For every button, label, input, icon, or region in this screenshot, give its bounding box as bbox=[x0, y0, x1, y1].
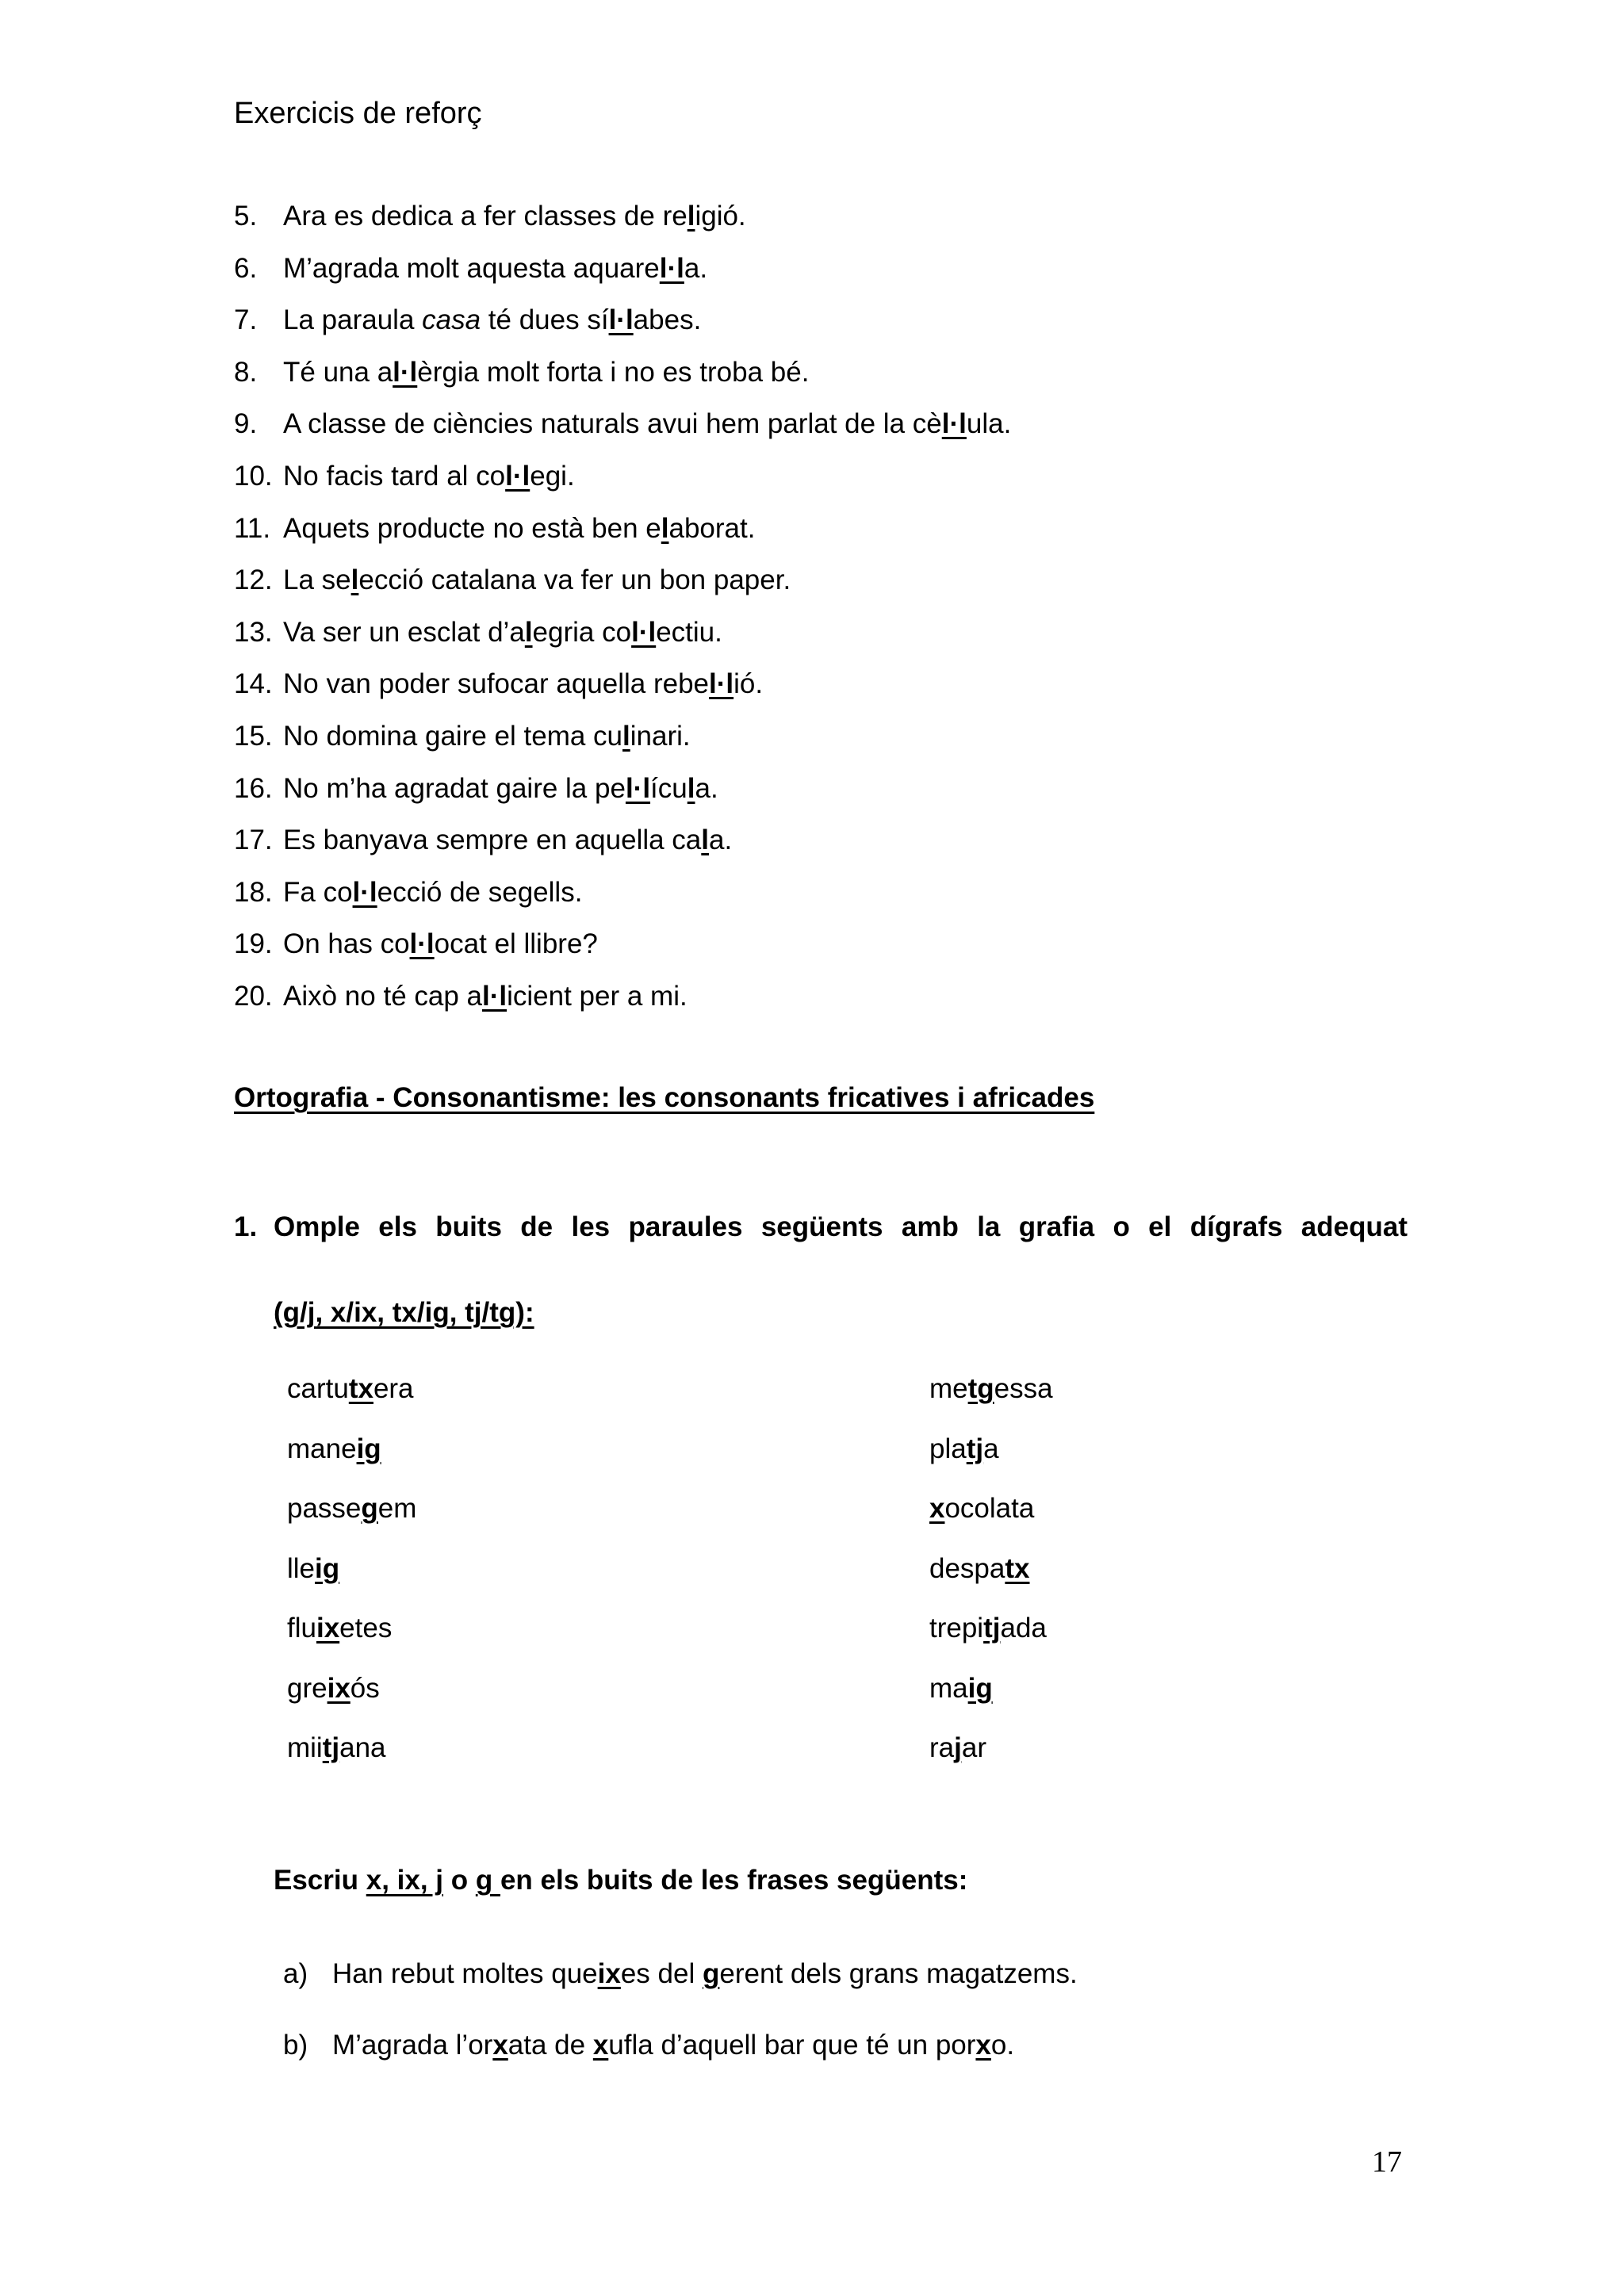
text-segment: trepi bbox=[929, 1613, 984, 1644]
exercise-1-instruction: Omple els buits de les paraules següents amb la grafia o el dígrafs adequat bbox=[274, 1211, 1408, 1242]
text-segment: cartu bbox=[287, 1373, 349, 1404]
answer-fill: x, ix, j bbox=[366, 1865, 444, 1896]
answer-fill: x bbox=[492, 2030, 508, 2061]
sentence-item bbox=[234, 918, 1423, 970]
text-segment: o bbox=[443, 1865, 476, 1896]
text-segment: a bbox=[983, 1433, 999, 1464]
sentence-item bbox=[234, 607, 1423, 659]
text-segment: igió. bbox=[695, 201, 746, 232]
text-segment: gre bbox=[287, 1672, 327, 1704]
word-item bbox=[287, 1419, 416, 1479]
text-segment: ícu bbox=[650, 772, 688, 804]
text-segment: La paraula bbox=[283, 304, 423, 336]
exercise-1-options: (g/j, x/ix, tx/ig, tj/tg): bbox=[274, 1297, 534, 1328]
word-item bbox=[287, 1359, 416, 1419]
sentence-number: 20. bbox=[234, 980, 273, 1012]
sentence-item bbox=[234, 658, 1423, 710]
page-number: 17 bbox=[1372, 2145, 1402, 2179]
exercise-2-prompt bbox=[274, 1865, 967, 1896]
text-segment: lle bbox=[287, 1552, 316, 1584]
sentence-item bbox=[234, 294, 1423, 346]
text-segment: despa bbox=[929, 1552, 1005, 1584]
answer-fill: l·l bbox=[352, 876, 377, 908]
answer-fill: l·l bbox=[608, 304, 634, 336]
sentence-item bbox=[234, 970, 1423, 1023]
sentence-item bbox=[234, 346, 1423, 399]
sentence-item bbox=[234, 554, 1423, 607]
text-segment: passe bbox=[287, 1493, 362, 1524]
answer-fill: ix bbox=[327, 1672, 350, 1704]
text-segment: ma bbox=[929, 1672, 968, 1704]
exercise-1 bbox=[234, 1205, 1408, 1335]
text-segment: ecció catalana va fer un bon paper. bbox=[358, 564, 791, 596]
text-segment: M’agrada l’or bbox=[332, 2030, 493, 2061]
text-segment: M’agrada molt aquesta aquare bbox=[283, 252, 660, 284]
sentence-number: 16. bbox=[234, 772, 273, 804]
answer-fill: l bbox=[524, 616, 533, 648]
word-item bbox=[929, 1659, 1053, 1719]
text-segment: ar bbox=[961, 1732, 986, 1763]
answer-fill: l bbox=[687, 772, 695, 804]
text-segment: mane bbox=[287, 1433, 357, 1464]
word-item bbox=[929, 1539, 1053, 1599]
answer-fill: ig bbox=[356, 1433, 381, 1464]
item-letter: b) bbox=[283, 2030, 308, 2061]
section-title: Ortografia - Consonantisme: les consonants fricatives i africades bbox=[234, 1082, 1095, 1113]
text-segment: pla bbox=[929, 1433, 967, 1464]
answer-fill: x bbox=[975, 2030, 991, 2061]
exercise-1-line-1 bbox=[234, 1205, 1408, 1249]
sentence-item bbox=[234, 867, 1423, 919]
exercise-item bbox=[283, 1952, 1078, 2023]
text-segment: en els buits de les frases següents: bbox=[500, 1865, 968, 1896]
sentence-number: 12. bbox=[234, 564, 273, 596]
word-item bbox=[929, 1359, 1053, 1419]
text-segment: aborat. bbox=[668, 512, 756, 544]
text-segment: ecció de segells. bbox=[377, 876, 583, 908]
answer-fill: l·l bbox=[941, 408, 967, 440]
sentence-list bbox=[234, 190, 1423, 1023]
text-segment: Ara es dedica a fer classes de re bbox=[283, 201, 688, 232]
text-segment: ós bbox=[350, 1672, 380, 1704]
answer-fill: ig bbox=[315, 1552, 340, 1584]
sentence-number: 6. bbox=[234, 252, 258, 284]
word-item bbox=[929, 1598, 1053, 1659]
sentence-item bbox=[234, 190, 1423, 243]
text-segment: em bbox=[377, 1493, 417, 1524]
sentence-number: 14. bbox=[234, 668, 273, 700]
text-segment: No domina gaire el tema cu bbox=[283, 720, 622, 752]
answer-fill: l·l bbox=[409, 928, 435, 960]
text-segment: ufla d’aquell bar que té un por bbox=[608, 2030, 976, 2061]
word-column-right bbox=[929, 1359, 1053, 1778]
text-segment: ana bbox=[339, 1732, 386, 1763]
answer-fill: tj bbox=[983, 1613, 1001, 1644]
sentence-item bbox=[234, 503, 1423, 555]
italic-text: casa bbox=[422, 304, 481, 336]
answer-fill: l·l bbox=[709, 668, 734, 700]
word-item bbox=[287, 1718, 416, 1778]
item-letter: a) bbox=[283, 1958, 308, 1989]
text-segment: Aquets producte no està ben e bbox=[283, 512, 661, 544]
answer-fill: l·l bbox=[631, 616, 657, 648]
word-item bbox=[287, 1479, 416, 1539]
text-segment: ocolata bbox=[944, 1493, 1035, 1524]
word-item bbox=[287, 1659, 416, 1719]
text-segment: abes. bbox=[633, 304, 702, 336]
answer-fill: l bbox=[622, 720, 630, 752]
sentence-item bbox=[234, 450, 1423, 503]
answer-fill: l·l bbox=[625, 772, 651, 804]
answer-fill: l·l bbox=[482, 980, 508, 1012]
text-segment: ectiu. bbox=[656, 616, 722, 648]
text-segment: Es banyava sempre en aquella ca bbox=[283, 825, 702, 856]
text-segment: A classe de ciències naturals avui hem parlat de la cè bbox=[283, 408, 942, 440]
word-item bbox=[929, 1419, 1053, 1479]
sentence-item bbox=[234, 763, 1423, 815]
sentence-number: 9. bbox=[234, 408, 258, 440]
text-segment: ula. bbox=[966, 408, 1012, 440]
sentence-number: 10. bbox=[234, 460, 273, 492]
text-segment: Va ser un esclat d’a bbox=[283, 616, 525, 648]
sentence-number: 15. bbox=[234, 720, 273, 752]
word-item bbox=[287, 1539, 416, 1599]
text-segment: Escriu bbox=[274, 1865, 366, 1896]
sentence-item bbox=[234, 710, 1423, 763]
text-segment: me bbox=[929, 1373, 968, 1404]
text-segment: ió. bbox=[733, 668, 764, 700]
text-segment: té dues sí bbox=[481, 304, 609, 336]
text-segment: egi. bbox=[530, 460, 575, 492]
sentence-item bbox=[234, 814, 1423, 867]
text-segment: No facis tard al co bbox=[283, 460, 506, 492]
answer-fill: x bbox=[929, 1493, 945, 1524]
text-segment: icient per a mi. bbox=[507, 980, 688, 1012]
answer-fill: ix bbox=[597, 1958, 621, 1989]
answer-fill: l·l bbox=[393, 356, 418, 388]
answer-fill: tj bbox=[322, 1732, 340, 1763]
exercise-1-number: 1. bbox=[234, 1211, 258, 1242]
text-segment: etes bbox=[339, 1613, 393, 1644]
sentence-number: 13. bbox=[234, 616, 273, 648]
text-segment: es del bbox=[620, 1958, 703, 1989]
text-segment: Té una a bbox=[283, 356, 393, 388]
answer-fill: ix bbox=[316, 1613, 340, 1644]
answer-fill: l bbox=[687, 201, 695, 232]
answer-fill: l bbox=[350, 564, 359, 596]
text-segment: essa bbox=[994, 1373, 1053, 1404]
text-segment: inari. bbox=[630, 720, 691, 752]
text-segment: La se bbox=[283, 564, 351, 596]
answer-fill: g bbox=[475, 1865, 500, 1896]
text-segment: o. bbox=[990, 2030, 1015, 2061]
word-item bbox=[929, 1479, 1053, 1539]
text-segment: erent dels grans magatzems. bbox=[719, 1958, 1078, 1989]
text-segment: a. bbox=[695, 772, 718, 804]
text-segment: flu bbox=[287, 1613, 316, 1644]
answer-fill: g bbox=[361, 1493, 378, 1524]
answer-fill: tx bbox=[348, 1373, 373, 1404]
text-segment: ra bbox=[929, 1732, 955, 1763]
text-segment: a. bbox=[709, 825, 733, 856]
sentence-number: 7. bbox=[234, 304, 258, 336]
exercise-2-items bbox=[283, 1952, 1078, 2095]
answer-fill: g bbox=[702, 1958, 720, 1989]
text-segment: ocat el llibre? bbox=[434, 928, 598, 960]
word-item bbox=[929, 1718, 1053, 1778]
answer-fill: x bbox=[592, 2030, 609, 2061]
answer-fill: tx bbox=[1005, 1552, 1030, 1584]
text-segment: No m’ha agradat gaire la pe bbox=[283, 772, 626, 804]
text-segment: Han rebut moltes que bbox=[332, 1958, 598, 1989]
answer-fill: ig bbox=[967, 1672, 993, 1704]
sentence-number: 5. bbox=[234, 201, 258, 232]
text-segment: egria co bbox=[532, 616, 632, 648]
sentence-number: 18. bbox=[234, 876, 273, 908]
answer-fill: tg bbox=[967, 1373, 994, 1404]
answer-fill: l·l bbox=[505, 460, 530, 492]
text-segment: era bbox=[373, 1373, 414, 1404]
sentence-number: 17. bbox=[234, 825, 273, 856]
text-segment: mii bbox=[287, 1732, 323, 1763]
answer-fill: j bbox=[954, 1732, 962, 1763]
sentence-number: 11. bbox=[234, 512, 271, 544]
text-segment: Fa co bbox=[283, 876, 353, 908]
sentence-number: 19. bbox=[234, 928, 273, 960]
word-column-left bbox=[287, 1359, 416, 1778]
text-segment: a. bbox=[684, 252, 708, 284]
answer-fill: l bbox=[661, 512, 669, 544]
answer-fill: l·l bbox=[659, 252, 684, 284]
word-item bbox=[287, 1598, 416, 1659]
exercise-item bbox=[283, 2023, 1078, 2095]
text-segment: Això no té cap a bbox=[283, 980, 482, 1012]
sentence-item bbox=[234, 243, 1423, 295]
text-segment: No van poder sufocar aquella rebe bbox=[283, 668, 710, 700]
answer-fill: l bbox=[701, 825, 710, 856]
text-segment: On has co bbox=[283, 928, 410, 960]
text-segment: ata de bbox=[508, 2030, 593, 2061]
answer-fill: tj bbox=[966, 1433, 984, 1464]
sentence-item bbox=[234, 398, 1423, 450]
page-header: Exercicis de reforç bbox=[234, 97, 482, 130]
text-segment: èrgia molt forta i no es troba bé. bbox=[417, 356, 810, 388]
sentence-number: 8. bbox=[234, 356, 258, 388]
text-segment: ada bbox=[1000, 1613, 1047, 1644]
